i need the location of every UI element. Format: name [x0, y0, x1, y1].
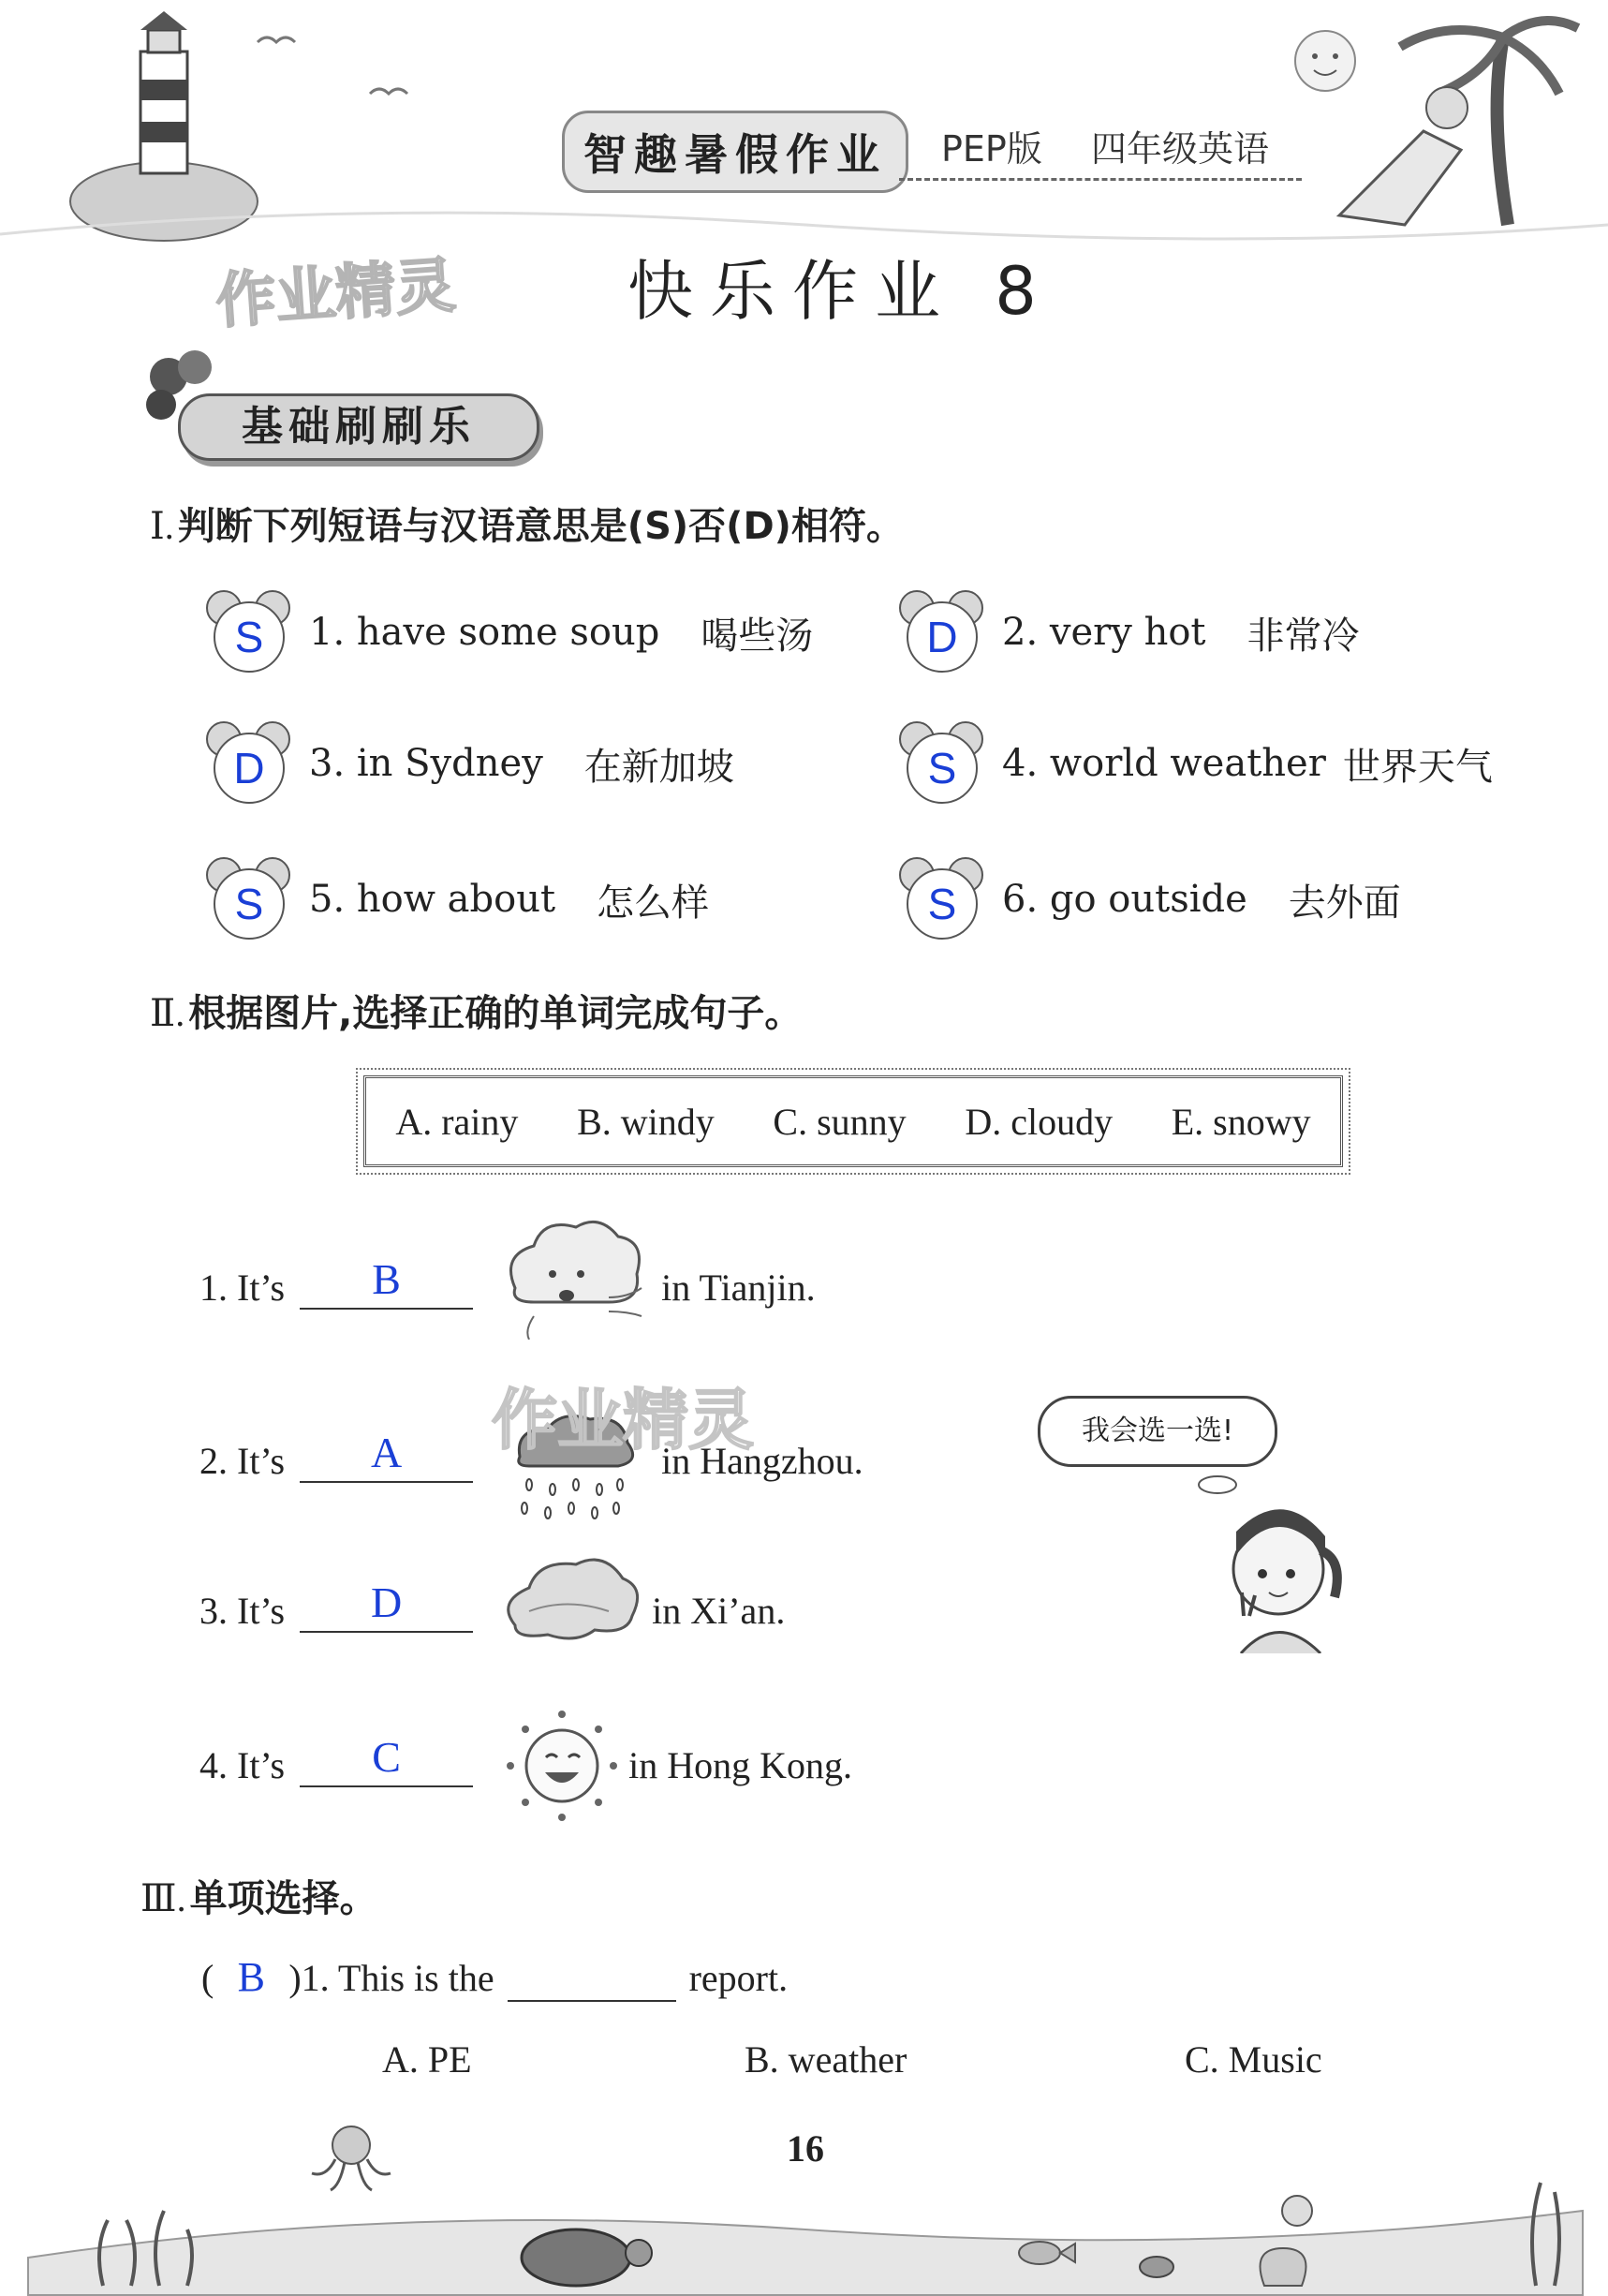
- sentence-prefix: 4. It’s: [199, 1744, 286, 1786]
- option: B. windy: [577, 1100, 715, 1143]
- sentence-prefix: 3. It’s: [199, 1590, 286, 1632]
- paren-close: ): [288, 1957, 302, 1999]
- answer-letter: B: [372, 1255, 401, 1303]
- shell-icon: [1261, 2248, 1306, 2286]
- answer-mark: S: [214, 601, 285, 673]
- phrase-chinese: 世界天气: [1342, 745, 1493, 789]
- option: D. cloudy: [965, 1100, 1114, 1143]
- choice-a: A. PE: [382, 2038, 472, 2081]
- option: A. rainy: [395, 1100, 519, 1143]
- answer-mark: S: [907, 733, 978, 804]
- mc-question: [201, 1953, 788, 2002]
- part1-instruction: 判断下列短语与汉语意思是(S)否(D)相符。: [177, 505, 904, 548]
- sun-icon: [501, 1705, 623, 1827]
- choice-b: B. weather: [745, 2038, 907, 2081]
- judge-item: [897, 857, 1401, 941]
- answer-letter: C: [372, 1733, 401, 1781]
- answer-blank: [300, 1733, 473, 1787]
- phrase-english: 6. go outside: [1002, 878, 1247, 921]
- option: E. snowy: [1171, 1100, 1311, 1143]
- page-title: 快乐作业 8: [627, 253, 1054, 330]
- phrase-english: 1. have some soup: [309, 611, 660, 654]
- phrase-chinese: 在新加坡: [583, 745, 734, 789]
- pufferfish-icon: [1282, 2196, 1312, 2226]
- part2-heading: [150, 984, 802, 1037]
- part3-instruction: 单项选择。: [189, 1877, 377, 1920]
- choice-c: C. Music: [1185, 2038, 1322, 2081]
- sentence-prefix: 1. It’s: [199, 1267, 286, 1309]
- answer-blank: [300, 1578, 473, 1633]
- page-number: 16: [787, 2127, 824, 2170]
- answer-blank: [300, 1255, 473, 1310]
- sentence-suffix: in Xi’an.: [652, 1590, 786, 1632]
- header-divider: [899, 178, 1302, 181]
- sentence-prefix: 2. It’s: [199, 1440, 286, 1482]
- bear-answer-bubble: [897, 590, 985, 674]
- cloud-icon: [496, 1555, 642, 1653]
- section-badge: 基础刷刷乐: [178, 393, 539, 461]
- bear-answer-bubble: [204, 721, 292, 806]
- paren-open: (: [201, 1957, 214, 1999]
- beach-chair-girl-icon: [1339, 87, 1468, 225]
- answer-letter: A: [371, 1429, 403, 1476]
- bear-answer-bubble: [897, 857, 985, 941]
- judge-item: [897, 590, 1360, 674]
- phrase-chinese: 去外面: [1288, 881, 1401, 925]
- bear-answer-bubble: [204, 857, 292, 941]
- phrase-english: 2. very hot: [1002, 611, 1206, 654]
- sentence-suffix: in Hangzhou.: [661, 1440, 863, 1482]
- series-title-banner: 智趣暑假作业: [562, 111, 908, 193]
- crab-icon: [1140, 2257, 1173, 2277]
- judge-item: [204, 590, 813, 674]
- part3-heading: [140, 1869, 377, 1922]
- watermark: 作业精灵: [492, 1382, 754, 1459]
- fill-item: [199, 1578, 785, 1633]
- phrase-english: 5. how about: [309, 878, 556, 921]
- answer-mark: S: [214, 868, 285, 940]
- lighthouse-icon: [70, 11, 258, 241]
- answer-mark: D: [214, 733, 285, 804]
- phrase-chinese: 喝些汤: [701, 614, 814, 658]
- part2-instruction: 根据图片,选择正确的单词完成句子。: [188, 992, 803, 1035]
- edition-label: PEP版: [941, 128, 1042, 170]
- answer-blank: [508, 1956, 676, 2002]
- phrase-english: 3. in Sydney: [309, 742, 543, 785]
- question-stem-end: report.: [688, 1957, 789, 1999]
- answer-mark: D: [907, 601, 978, 673]
- part2-numeral: Ⅱ.: [150, 992, 185, 1034]
- judge-item: [897, 721, 1493, 806]
- sentence-suffix: in Hong Kong.: [628, 1744, 853, 1786]
- part1-numeral: Ⅰ.: [150, 505, 174, 547]
- part1-heading: [150, 496, 904, 550]
- question-stem: 1. This is the: [301, 1957, 494, 1999]
- speech-bubble: 我会选一选!: [1038, 1396, 1277, 1467]
- bear-answer-bubble: [897, 721, 985, 806]
- answer-blank: [300, 1429, 473, 1483]
- answer-mark: S: [907, 868, 978, 940]
- windy-cloud-icon: [496, 1213, 651, 1340]
- octopus-icon: [312, 2126, 391, 2190]
- bear-answer-bubble: [204, 590, 292, 674]
- part3-numeral: Ⅲ.: [140, 1877, 186, 1919]
- option: C. sunny: [773, 1100, 907, 1143]
- word-options-box: [363, 1075, 1343, 1167]
- girl-pointing-icon: [1189, 1466, 1349, 1653]
- judge-item: [204, 721, 734, 806]
- phrase-chinese: 非常冷: [1247, 614, 1360, 658]
- grade-subject-label: 四年级英语: [1091, 128, 1270, 170]
- watermark: 作业精灵: [214, 251, 458, 337]
- answer-letter: D: [371, 1578, 403, 1626]
- phrase-english: 4. world weather: [1002, 742, 1326, 785]
- sentence-suffix: in Tianjin.: [661, 1267, 816, 1309]
- bird-icon: [258, 37, 295, 42]
- phrase-chinese: 怎么样: [597, 881, 710, 925]
- bird-icon: [370, 89, 407, 94]
- judge-item: [204, 857, 709, 941]
- sun-face-icon: [1295, 31, 1355, 91]
- answer-letter: B: [237, 1954, 265, 2000]
